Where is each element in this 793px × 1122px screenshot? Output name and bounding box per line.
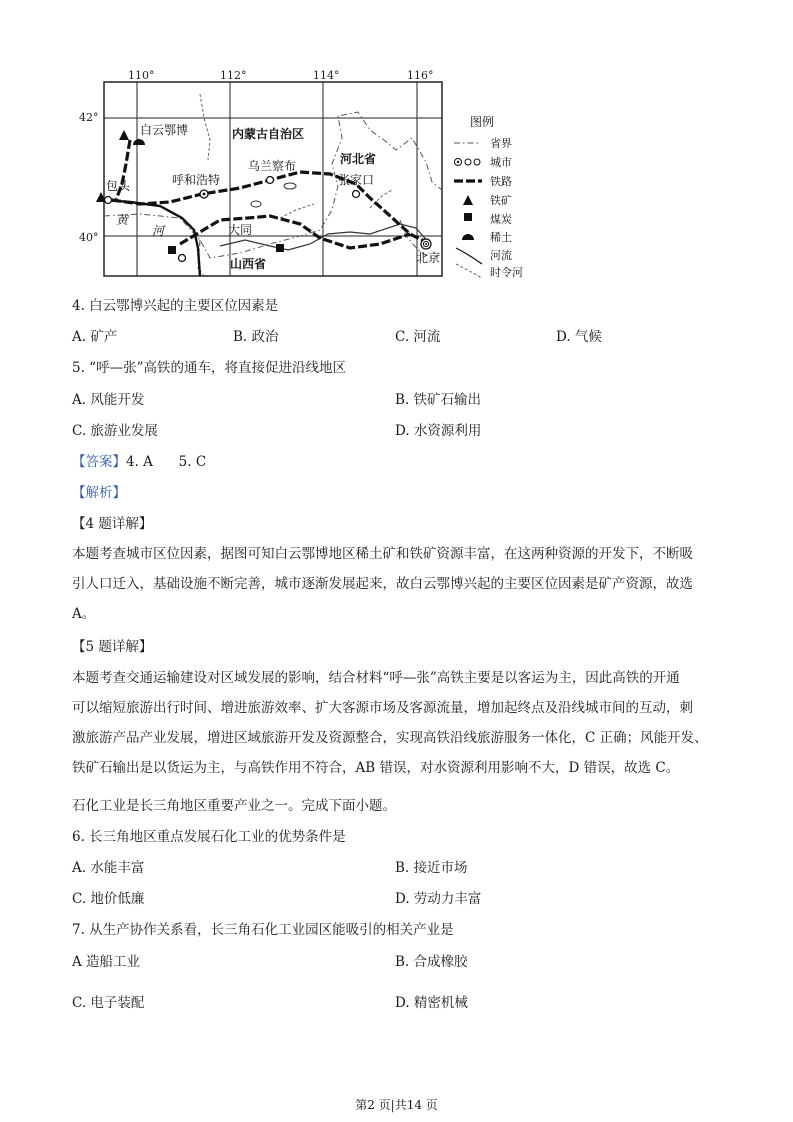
place-ulanqab: 乌兰察布 (248, 159, 297, 173)
q7-option-b: B. 合成橡胶 (395, 954, 468, 970)
city-marker-baotou (105, 197, 112, 204)
q6-option-c: C. 地价低廉 (72, 891, 145, 907)
q7-option-c: C. 电子装配 (72, 995, 145, 1011)
place-baiyunebo: 白云鄂博 (140, 123, 189, 137)
map-legend (454, 114, 523, 279)
lon-label-110: 110° (128, 69, 155, 82)
detail5-line: 激旅游产品产业发展，增进区域旅游开发及资源整合，实现高铁沿线旅游服务一体化，C 正确；风能开发、 (72, 730, 708, 746)
q7-option-a: A 造船工业 (72, 954, 141, 970)
place-shanxi: 山西省 (230, 257, 267, 271)
city-marker-ulanqab (267, 177, 274, 184)
lat-label-40: 40° (79, 231, 99, 244)
q6-option-d: D. 劳动力丰富 (395, 891, 482, 907)
legend-symbol-coal (464, 213, 472, 221)
detail5-body (72, 663, 724, 783)
city-marker-zhangjiakou (353, 191, 360, 198)
legend-symbol-iron (463, 195, 473, 205)
legend-symbol-city (455, 159, 481, 166)
legend-label-railway: 铁路 (490, 175, 512, 188)
q5-option-b: B. 铁矿石输出 (395, 392, 482, 408)
place-hohhot: 呼和浩特 (172, 173, 221, 187)
legend-label-river: 河流 (490, 249, 512, 262)
detail5-line: 本题考查交通运输建设对区域发展的影响，结合材料“呼—张”高铁主要是以客运为主，因此高铁的开通 (72, 670, 680, 686)
answer-text: 4. A 5. C (126, 454, 207, 470)
place-beijing: 北京 (416, 251, 441, 265)
legend-label-rare-earth: 稀土 (490, 231, 512, 244)
detail5-label: 【5 题详解】 (72, 639, 153, 655)
place-datong: 大同 (228, 223, 253, 237)
q6-option-b: B. 接近市场 (395, 860, 468, 876)
answer-line (72, 453, 206, 471)
lon-label-114: 114° (313, 69, 340, 82)
q6-stem: 6. 长三角地区重点发展石化工业的优势条件是 (72, 829, 346, 845)
city-marker-datong (179, 255, 186, 262)
legend-symbol-river (456, 248, 482, 264)
legend-label-iron: 铁矿 (490, 194, 512, 207)
detail5-line: 铁矿石输出是以货运为主，与高铁作用不符合，AB 错误，对水资源利用影响不大，D 错误，故选 C。 (72, 760, 680, 776)
detail5-line: 可以缩短旅游出行时间、增进旅游效率、扩大客源市场及客源流量，增加起终点及沿线城市间的互动，刺 (72, 700, 693, 716)
q4-option-d: D. 气候 (556, 329, 602, 345)
legend-label-city: 城市 (490, 156, 512, 169)
legend-label-border: 省界 (490, 137, 512, 150)
legend-title: 图例 (470, 115, 495, 129)
lon-label-112: 112° (220, 69, 247, 82)
analysis-label: 【解析】 (72, 485, 126, 501)
q5-option-d: D. 水资源利用 (395, 423, 482, 439)
detail4-label: 【4 题详解】 (72, 516, 153, 532)
q5-stem: 5. “呼—张”高铁的通车，将直接促进沿线地区 (72, 360, 346, 376)
lon-label-116: 116° (407, 69, 434, 82)
q4-option-b: B. 政治 (233, 329, 279, 345)
answer-label: 【答案】 (72, 454, 126, 470)
detail4-body (72, 539, 724, 629)
detail4-line: A。 (72, 606, 96, 622)
legend-symbol-rare-earth (462, 234, 474, 240)
q4-option-c: C. 河流 (395, 329, 441, 345)
geography-map (70, 68, 550, 283)
place-yellow-river-2: 河 (152, 224, 165, 238)
place-inner-mongolia: 内蒙古自治区 (232, 127, 305, 141)
q5-option-a: A. 风能开发 (72, 392, 145, 408)
place-baotou: 包头 (106, 179, 131, 193)
coal-icon-datong (276, 244, 284, 252)
legend-symbol-seasonal-river (456, 264, 482, 278)
q7-option-d: D. 精密机械 (395, 995, 468, 1011)
q4-option-a: A. 矿产 (72, 329, 118, 345)
page-footer: 第2 页|共14 页 (355, 1098, 438, 1112)
place-zhangjiakou: 张家口 (338, 173, 375, 187)
place-yellow-river-1: 黄 (116, 213, 129, 227)
q6-option-a: A. 水能丰富 (72, 860, 145, 876)
place-hebei: 河北省 (340, 152, 377, 166)
q7-stem: 7. 从生产协作关系看，长三角石化工业园区能吸引的相关产业是 (72, 922, 454, 938)
q5-option-c: C. 旅游业发展 (72, 423, 158, 439)
detail4-line: 引人口迁入，基础设施不断完善，城市逐渐发展起来，故白云鄂博兴起的主要区位因素是矿产资源，故选 (72, 576, 693, 592)
intro-text: 石化工业是长三角地区重要产业之一。完成下面小题。 (72, 798, 396, 814)
detail4-line: 本题考查城市区位因素，据图可知白云鄂博地区稀土矿和铁矿资源丰富，在这两种资源的开发下，不断吸 (72, 546, 693, 562)
coal-icon (168, 246, 176, 254)
legend-label-seasonal-river: 时令河 (490, 266, 523, 279)
q4-stem: 4. 白云鄂博兴起的主要区位因素是 (72, 298, 279, 314)
legend-label-coal: 煤炭 (490, 213, 512, 226)
lat-label-42: 42° (79, 111, 99, 124)
